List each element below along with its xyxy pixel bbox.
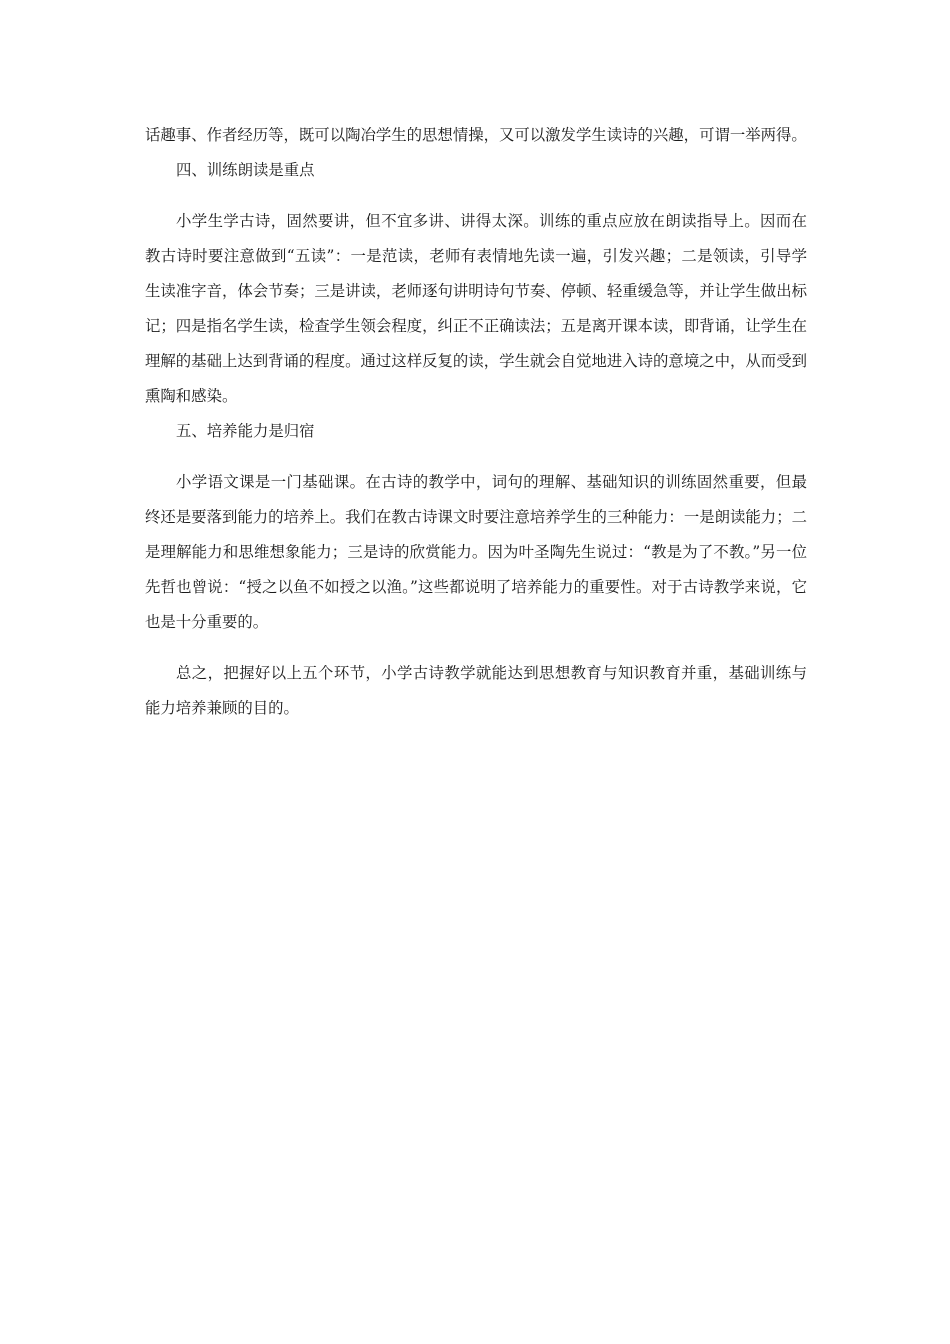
- section-five-paragraph: 小学语文课是一门基础课。在古诗的教学中，词句的理解、基础知识的训练固然重要，但最终还是要落到能力的培养上。我们在教古诗课文时要注意培养学生的三种能力：一是朗读能力；二是理解能力和思维想象能力；三是诗的欣赏能力。因为叶圣陶先生说过：“教是为了不教。”另一位先哲也曾说：“授之以鱼不如授之以渔。”这些都说明了培养能力的重要性。对于古诗教学来说，它也是十分重要的。: [145, 473, 807, 631]
- summary-paragraph: 总之，把握好以上五个环节，小学古诗教学就能达到思想教育与知识教育并重，基础训练与能力培养兼顾的目的。: [145, 664, 807, 717]
- document-page: [145, 118, 807, 726]
- section-four-paragraph: 小学生学古诗，固然要讲，但不宜多讲、讲得太深。训练的重点应放在朗读指导上。因而在教古诗时要注意做到“五读”：一是范读，老师有表情地先读一遍，引发兴趣；二是领读，引导学生读准字音，体会节奏；三是讲读，老师逐句讲明诗句节奏、停顿、轻重缓急等，并让学生做出标记；四是指名学生读，检查学生领会程度，纠正不正确读法；五是离开课本读，即背诵，让学生在理解的基础上达到背诵的程度。通过这样反复的读，学生就会自觉地进入诗的意境之中，从而受到熏陶和感染。: [145, 212, 807, 405]
- section-four-heading: 四、训练朗读是重点: [176, 161, 315, 179]
- continued-paragraph: 话趣事、作者经历等，既可以陶冶学生的思想情操，又可以激发学生读诗的兴趣，可谓一举两得。: [145, 126, 807, 144]
- section-five-heading: 五、培养能力是归宿: [176, 422, 315, 440]
